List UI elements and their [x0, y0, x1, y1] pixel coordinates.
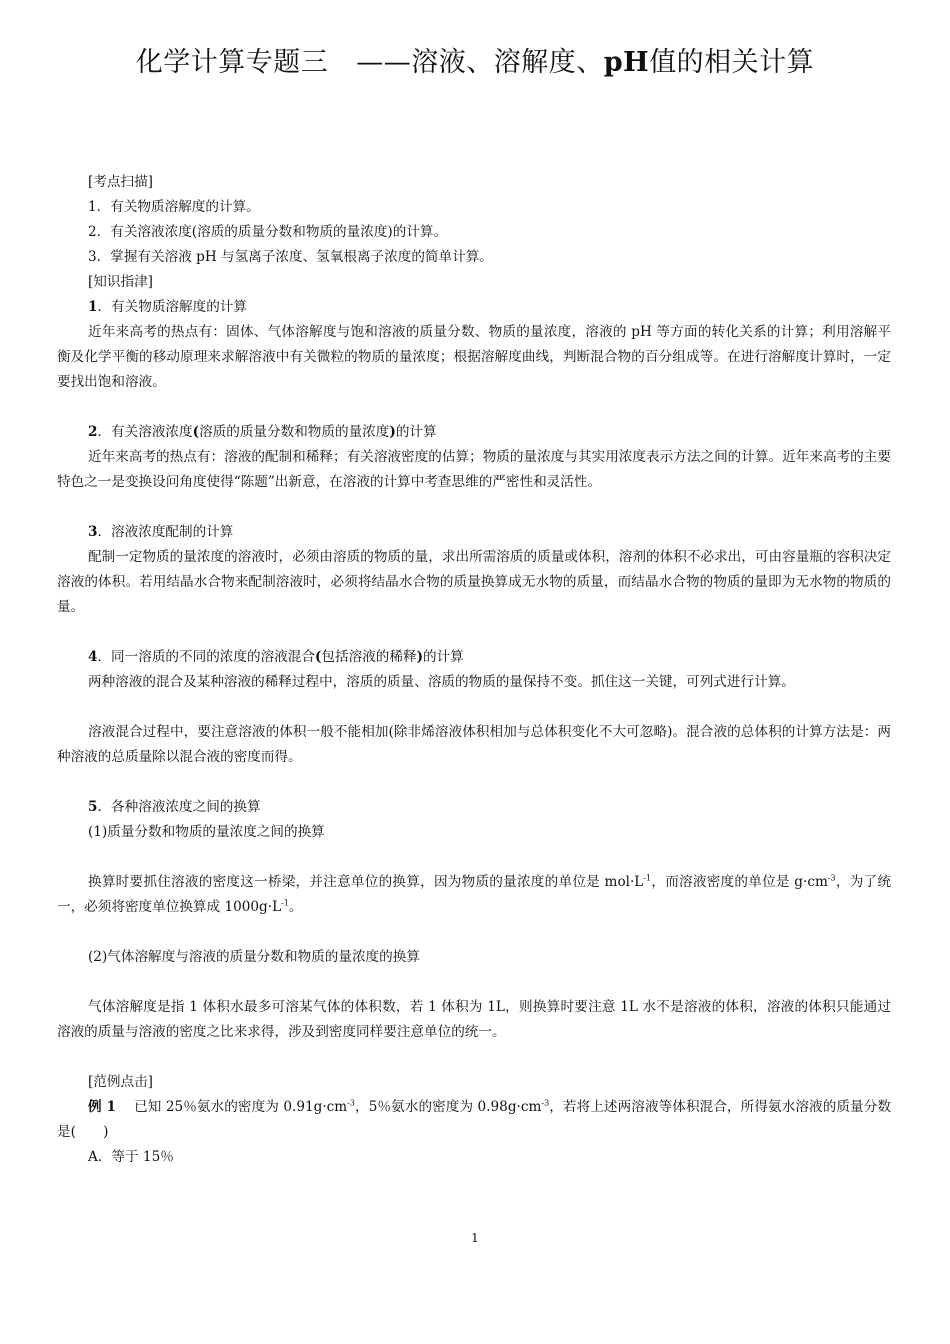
superscript-exponent: -3: [827, 873, 836, 883]
knowledge-5-number: 5: [88, 799, 98, 815]
example-1-part-b: ，5％氨水的密度为 0.98g·cm: [354, 1099, 542, 1115]
knowledge-4-number: 4: [88, 649, 98, 665]
k5-body1-part-c: ，为了统一，必须将密度单位换算成 1000g·L: [57, 874, 891, 915]
knowledge-2-title-inner: 溶质的质量分数和物质的量浓度: [199, 424, 390, 440]
spacer: [57, 395, 891, 420]
example-1: [57, 1095, 891, 1145]
knowledge-2-body: 近年来高考的热点有：溶液的配制和稀释；有关溶液密度的估算；物质的量浓度与其实用浓度表示方法之间的计算。近年来高考的主要特色之一是变换设问角度使得“陈题”出新意，在溶液的计算中考查思维的严密性和灵活性。: [57, 449, 891, 490]
knowledge-5-subtitle-2: (2)气体溶解度与溶液的质量分数和物质的量浓度的换算: [88, 949, 420, 965]
knowledge-5-body-2: 气体溶解度是指 1 体积水最多可溶某气体的体积数，若 1 体积为 1L，则换算时要注意 1L 水不是溶液的体积，溶液的体积只能通过溶液的质量与溶液的密度之比来求得，涉及到密度同样要注意单位的统一。: [57, 999, 891, 1040]
knowledge-4-title: [57, 645, 891, 670]
scan-item-3: 3．掌握有关溶液 pH 与氢离子浓度、氢氧根离子浓度的简单计算。: [88, 249, 493, 265]
k5-body1-part-d: 。: [288, 899, 303, 915]
superscript-exponent: -1: [281, 898, 289, 908]
knowledge-2-paren-open: (: [192, 424, 200, 440]
title-dash: ——溶液、溶解度、: [356, 47, 604, 78]
scan-heading: [考点扫描]: [88, 174, 153, 190]
spacer: [57, 770, 891, 795]
superscript-exponent: -1: [643, 873, 652, 883]
knowledge-1-number: 1: [88, 299, 98, 315]
spacer: [57, 970, 891, 995]
k5-body1-part-b: ，而溶液密度的单位是 g·cm: [651, 874, 828, 890]
knowledge-1-body: 近年来高考的热点有：固体、气体溶解度与饱和溶液的质量分数、物质的量浓度，溶液的 pH 等方面的转化关系的计算；利用溶解平衡及化学平衡的移动原理来求解溶液中有关微粒的物质的量浓度；根据溶解度曲线，判断混合物的百分组成等。在进行溶解度计算时，一定要找出饱和溶液。: [57, 324, 891, 390]
knowledge-2-title-end: 的计算: [395, 424, 437, 440]
knowledge-3-title-text: ．溶液浓度配制的计算: [97, 524, 234, 540]
k5-body1-part-a: 换算时要抓住溶液的密度这一桥梁，并注意单位的换算，因为物质的量浓度的单位是 mol·L: [88, 874, 644, 890]
superscript-exponent: -3: [541, 1098, 550, 1108]
knowledge-4-body-2: 溶液混合过程中，要注意溶液的体积一般不能相加(除非烯溶液体积相加与总体积变化不大可忽略)。混合液的总体积的计算方法是：两种溶液的总质量除以混合液的密度而得。: [57, 724, 891, 765]
spacer: [57, 495, 891, 520]
superscript-exponent: -3: [347, 1098, 355, 1108]
knowledge-3-number: 3: [88, 524, 98, 540]
knowledge-5-title: [57, 795, 891, 820]
scan-item-1: 1．有关物质溶解度的计算。: [88, 199, 260, 215]
page-title: [0, 40, 950, 79]
spacer: [57, 1045, 891, 1070]
knowledge-1-title: [57, 295, 891, 320]
example-1-option-a: A．等于 15％: [88, 1149, 174, 1165]
knowledge-4-body-1: 两种溶液的混合及某种溶液的稀释过程中，溶质的质量、溶质的物质的量保持不变。抓住这一关键，可列式进行计算。: [88, 674, 795, 690]
knowledge-3-body: 配制一定物质的量浓度的溶液时，必须由溶质的物质的量，求出所需溶质的质量或体积，溶剂的体积不必求出，可由容量瓶的容积决定溶液的体积。若用结晶水合物来配制溶液时，必须将结晶水合物的质量换算成无水物的质量，而结晶水合物的物质的量即为无水物的物质的量。: [57, 549, 891, 615]
example-1-part-a: 已知 25％氨水的密度为 0.91g·cm: [134, 1099, 348, 1115]
knowledge-4-paren-close: ): [416, 649, 423, 665]
example-heading: [范例点击]: [88, 1074, 153, 1090]
knowledge-5-body-1: [57, 870, 891, 920]
spacer: [57, 845, 891, 870]
title-ph: pH: [603, 47, 650, 78]
document-body: [57, 170, 891, 1170]
spacer: [57, 920, 891, 945]
knowledge-1-title-text: ．有关物质溶解度的计算: [97, 299, 247, 315]
spacer: [57, 620, 891, 645]
knowledge-4-title-inner: 包括溶液的稀释: [321, 649, 417, 665]
title-suffix: 值的相关计算: [649, 47, 815, 78]
knowledge-2-number: 2: [88, 424, 98, 440]
title-prefix: 化学计算专题三: [135, 47, 329, 78]
knowledge-4-title-end: 的计算: [423, 649, 464, 665]
knowledge-5-subtitle-1: (1)质量分数和物质的量浓度之间的换算: [88, 824, 325, 840]
knowledge-3-title: [57, 520, 891, 545]
example-1-label: 例 1: [88, 1099, 116, 1115]
knowledge-4-paren-open: (: [314, 649, 322, 665]
knowledge-5-title-text: ．各种溶液浓度之间的换算: [97, 799, 261, 815]
knowledge-2-title-text: ．有关溶液浓度: [97, 424, 193, 440]
knowledge-2-paren-close: ): [389, 424, 396, 440]
knowledge-2-title: [57, 420, 891, 445]
page-number: 1: [471, 1231, 479, 1245]
example-1-part-c: ，若将上述两溶液等体积混合，所得氨水溶液的质量分数是( ): [57, 1099, 892, 1140]
guide-heading: [知识指津]: [88, 274, 153, 290]
scan-item-2: 2．有关溶液浓度(溶质的质量分数和物质的量浓度)的计算。: [88, 224, 448, 240]
spacer: [57, 695, 891, 720]
knowledge-4-title-text: ．同一溶质的不同的浓度的溶液混合: [97, 649, 315, 665]
